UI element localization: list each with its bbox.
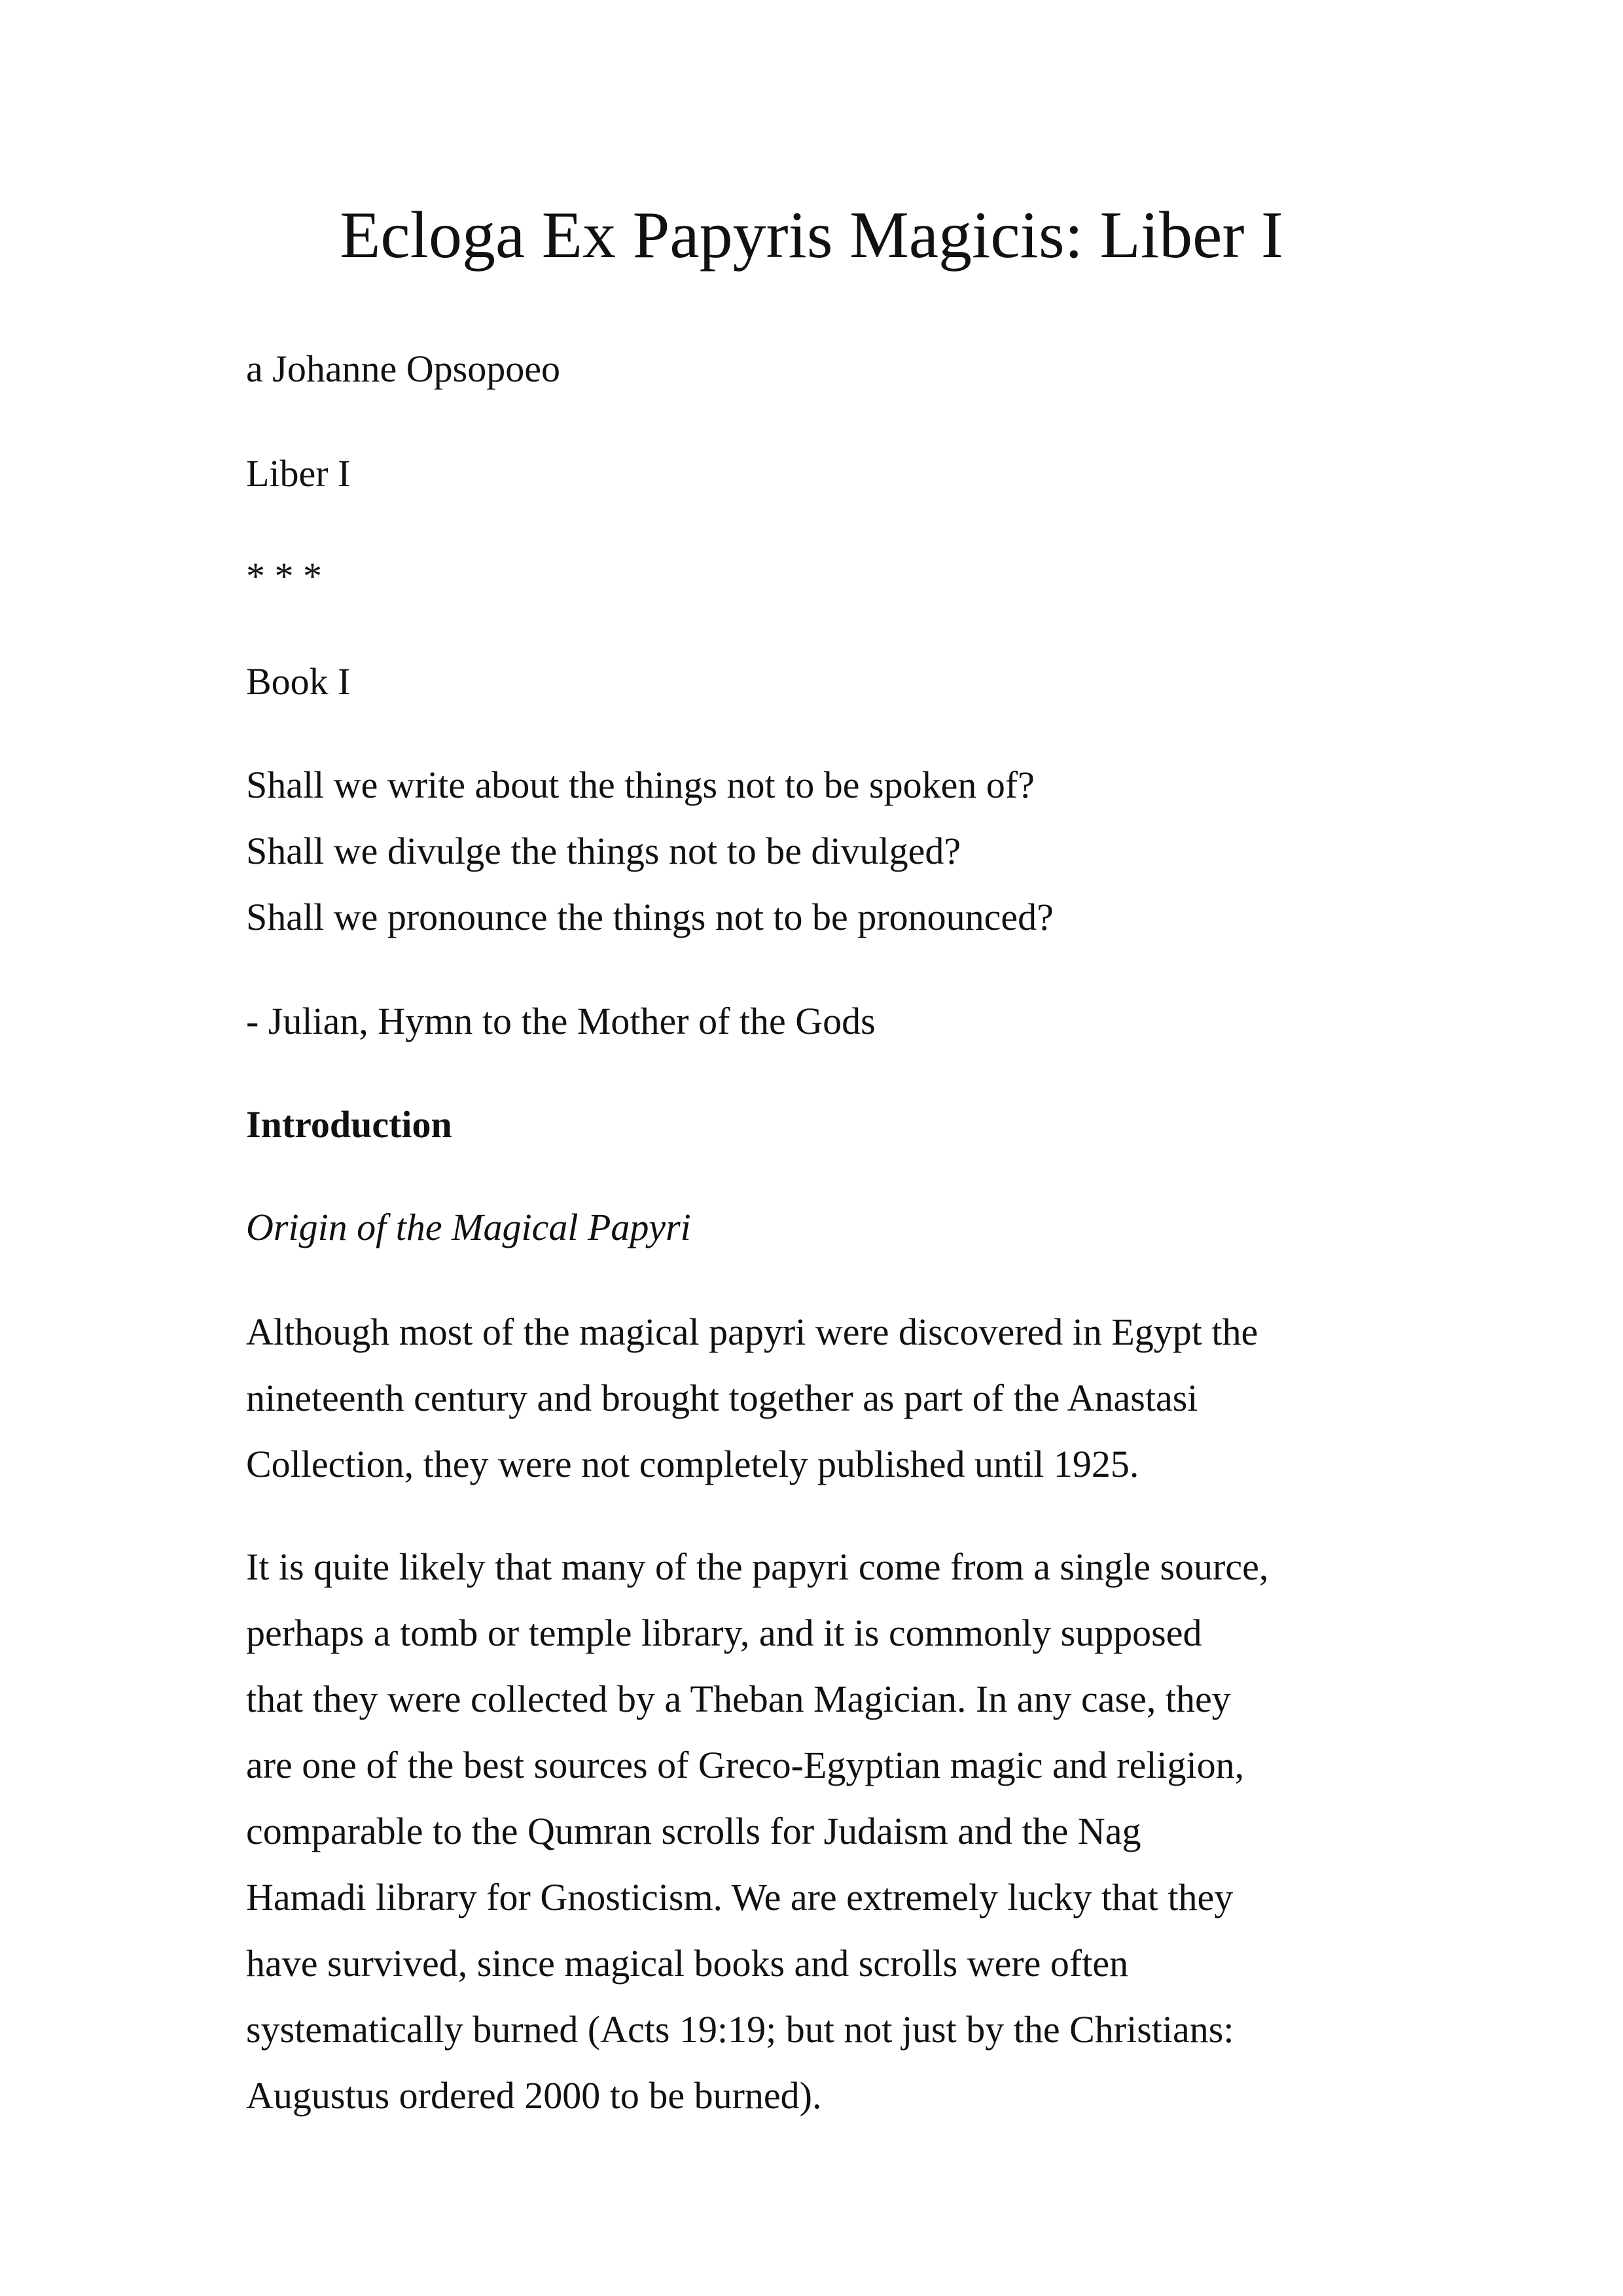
epigraph-line: Shall we pronounce the things not to be pronounced?: [246, 896, 1054, 938]
subheading: Origin of the Magical Papyri: [246, 1206, 691, 1248]
epigraph-attribution: - Julian, Hymn to the Mother of the Gods: [246, 1000, 876, 1042]
paragraph-2: [246, 1534, 1268, 2128]
paragraph-line: Collection, they were not completely published until 1925.: [246, 1443, 1139, 1485]
paragraph-line: comparable to the Qumran scrolls for Judaism and the Nag: [246, 1810, 1141, 1852]
paragraph-line: Hamadi library for Gnosticism. We are extremely lucky that they: [246, 1876, 1234, 1918]
paragraph-line: nineteenth century and brought together as part of the Anastasi: [246, 1377, 1198, 1419]
paragraph-line: Although most of the magical papyri were discovered in Egypt the: [246, 1311, 1258, 1353]
liber-label: Liber I: [246, 452, 351, 495]
paragraph-line: that they were collected by a Theban Magician. In any case, they: [246, 1678, 1231, 1720]
document-title: Ecloga Ex Papyris Magicis: Liber I: [340, 198, 1283, 272]
book-label: Book I: [246, 660, 351, 703]
epigraph-line: Shall we divulge the things not to be divulged?: [246, 830, 961, 872]
epigraph: [246, 752, 1054, 950]
epigraph-line: Shall we write about the things not to be spoken of?: [246, 764, 1035, 806]
paragraph-1: [246, 1299, 1258, 1497]
separator: * * *: [246, 555, 322, 597]
section-heading: Introduction: [246, 1103, 452, 1146]
paragraph-line: are one of the best sources of Greco-Egyptian magic and religion,: [246, 1744, 1245, 1786]
author-line: a Johanne Opsopoeo: [246, 347, 561, 390]
paragraph-line: It is quite likely that many of the papyri come from a single source,: [246, 1545, 1269, 1588]
paragraph-line: systematically burned (Acts 19:19; but not just by the Christians:: [246, 2008, 1234, 2051]
paragraph-line: have survived, since magical books and scrolls were often: [246, 1942, 1129, 1985]
paragraph-line: Augustus ordered 2000 to be burned).: [246, 2074, 822, 2117]
paragraph-line: perhaps a tomb or temple library, and it is commonly supposed: [246, 1612, 1202, 1654]
